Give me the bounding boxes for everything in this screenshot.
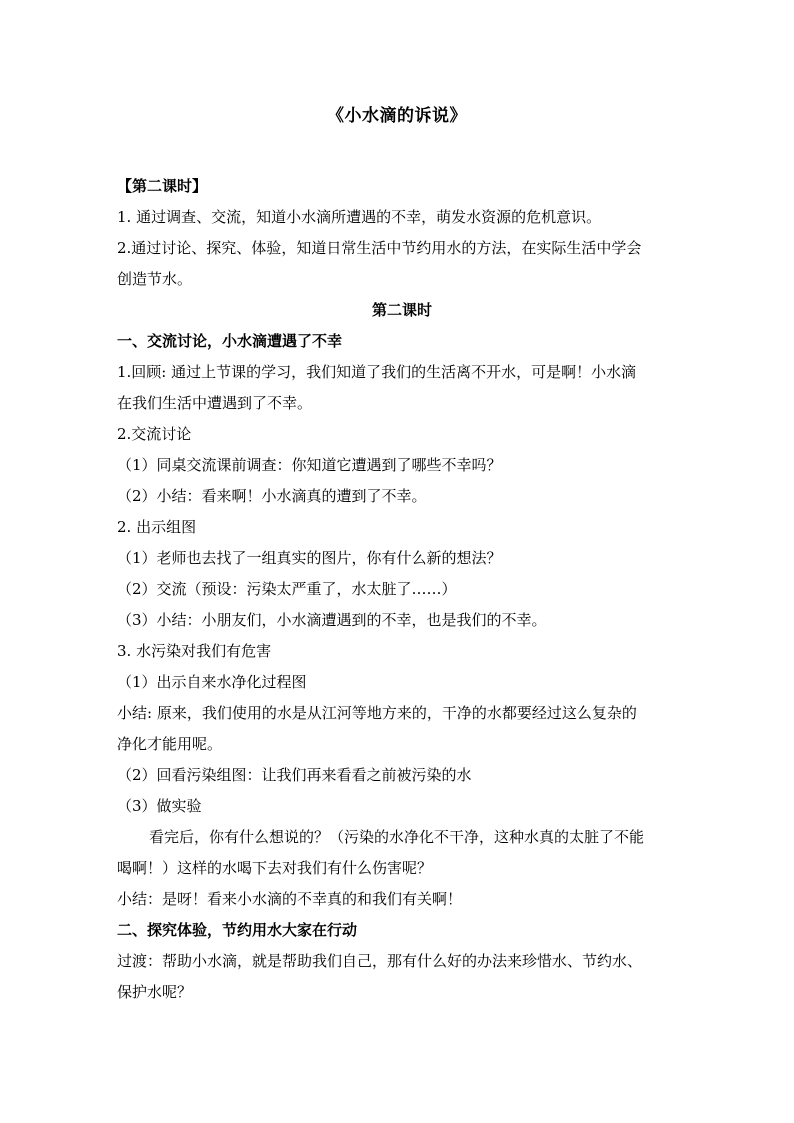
picture-set-item-3: （3）小结：小朋友们，小水滴遭遇到的不幸，也是我们的不幸。 xyxy=(117,611,547,629)
transition-line-1: 过渡：帮助小水滴，就是帮助我们自己，那有什么好的办法来珍惜水、节约水、 xyxy=(117,952,643,970)
transition-line-2: 保护水呢？ xyxy=(117,983,193,1001)
purification-summary-line-2: 净化才能用呢。 xyxy=(117,735,223,753)
review-line-1: 1.回顾: 通过上节课的学习，我们知道了我们的生活离不开水，可是啊！小水滴 xyxy=(117,363,637,381)
part-one-heading: 一、交流讨论，小水滴遭遇了不幸 xyxy=(117,332,343,350)
objective-1: 1. 通过调查、交流，知道小水滴所遭遇的不幸，萌发水资源的危机意识。 xyxy=(117,208,602,226)
part-two-heading: 二、探究体验，节约用水大家在行动 xyxy=(117,921,358,939)
objective-2-line-1: 2.通过讨论、探究、体验，知道日常生活中节约用水的方法，在实际生活中学会 xyxy=(117,239,642,257)
pollution-harm-heading: 3. 水污染对我们有危害 xyxy=(117,642,272,660)
objective-2-line-2: 创造节水。 xyxy=(117,270,193,288)
discussion-item-1: （1）同桌交流课前调查：你知道它遭遇到了哪些不幸吗？ xyxy=(117,456,502,474)
picture-set-item-1: （1）老师也去找了一组真实的图片，你有什么新的想法？ xyxy=(117,549,502,567)
discussion-heading: 2.交流讨论 xyxy=(117,425,192,443)
review-line-2: 在我们生活中遭遇到了不幸。 xyxy=(117,394,313,412)
experiment-summary: 小结：是呀！看来小水滴的不幸真的和我们有关啊！ xyxy=(117,890,463,908)
document-title: 《小水滴的诉说》 xyxy=(327,106,467,126)
picture-set-item-2: （2）交流（预设：污染太严重了，水太脏了……） xyxy=(117,580,457,598)
lesson-subtitle: 第二课时 xyxy=(371,301,432,319)
document-body xyxy=(117,171,687,1008)
experiment-question-line-1: 看完后，你有什么想说的？（污染的水净化不干净，这种水真的太脏了不能 xyxy=(149,828,645,846)
picture-set-heading: 2. 出示组图 xyxy=(117,518,197,536)
pollution-item-2: （2）回看污染组图：让我们再来看看之前被污染的水 xyxy=(117,766,472,784)
section-heading-lesson: 【第二课时】 xyxy=(117,177,208,195)
purification-summary-line-1: 小结: 原来，我们使用的水是从江河等地方来的，干净的水都要经过这么复杂的 xyxy=(117,704,637,722)
pollution-item-3: （3）做实验 xyxy=(117,797,202,815)
experiment-question-line-2: 喝啊！）这样的水喝下去对我们有什么伤害呢？ xyxy=(117,859,433,877)
pollution-item-1: （1）出示自来水净化过程图 xyxy=(117,673,307,691)
discussion-item-2: （2）小结：看来啊！小水滴真的遭到了不幸。 xyxy=(117,487,427,505)
